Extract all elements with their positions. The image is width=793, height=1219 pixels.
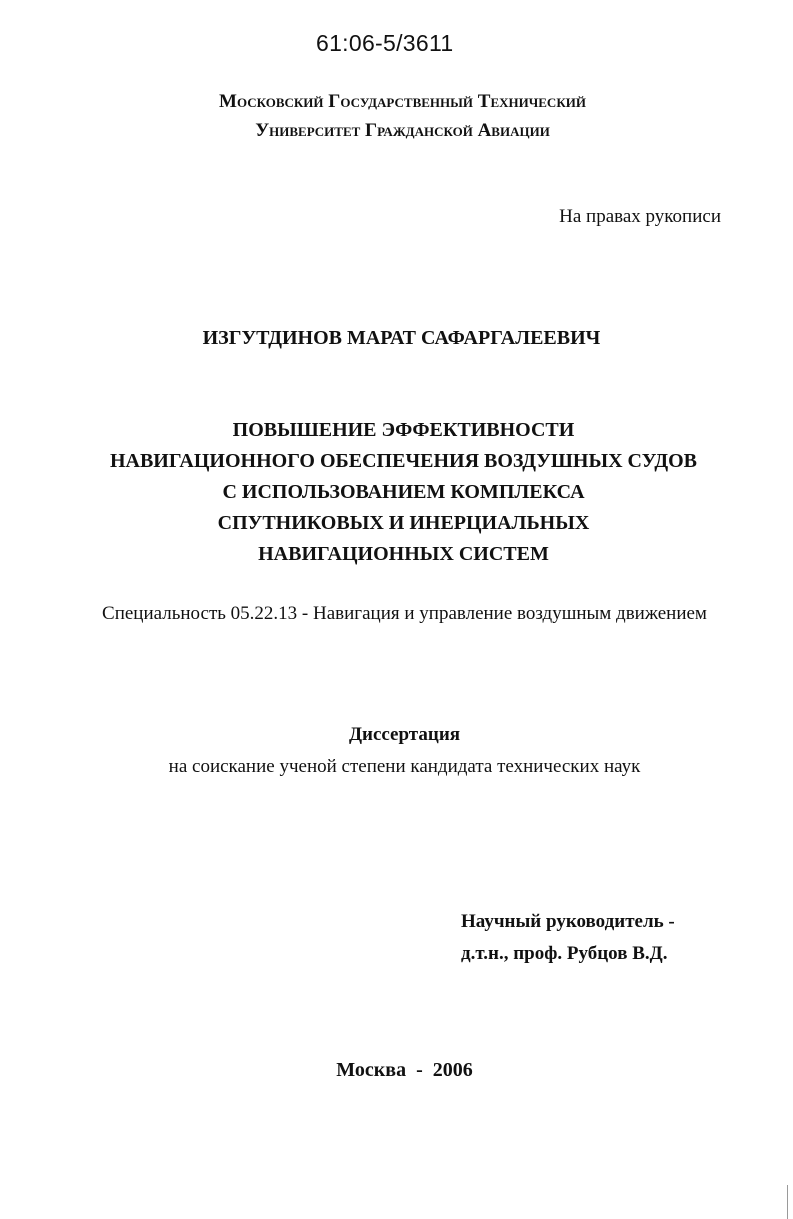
title-line-5: НАВИГАЦИОННЫХ СИСТЕМ (258, 543, 549, 565)
title-line-1: ПОВЫШЕНИЕ ЭФФЕКТИВНОСТИ (232, 419, 575, 441)
dissertation-title (7, 415, 793, 570)
supervisor-name: д.т.н., проф. Рубцов В.Д. (461, 943, 668, 964)
work-type: Диссертация (348, 724, 461, 745)
document-code: 61:06-5/3611 (316, 30, 454, 56)
rights-note: На правах рукописи (559, 206, 721, 227)
supervisor-block (461, 906, 675, 970)
scan-edge-line (787, 1185, 788, 1219)
author-name: ИЗГУТДИНОВ МАРАТ САФАРГАЛЕЕВИЧ (202, 327, 601, 349)
title-line-2: НАВИГАЦИОННОГО ОБЕСПЕЧЕНИЯ ВОЗДУШНЫХ СУДОВ (109, 450, 698, 472)
institution-name (6, 87, 793, 145)
title-line-3: С ИСПОЛЬЗОВАНИЕМ КОМПЛЕКСА (222, 481, 585, 503)
city-year: Москва - 2006 (336, 1059, 473, 1081)
institution-line-2: Университет Гражданской Авиации (255, 120, 550, 141)
title-line-4: СПУТНИКОВЫХ И ИНЕРЦИАЛЬНЫХ (217, 512, 590, 534)
institution-line-1: Московский Государственный Технический (219, 91, 586, 112)
work-purpose: на соискание ученой степени кандидата технических наук (168, 756, 641, 777)
supervisor-role: Научный руководитель - (461, 911, 675, 932)
specialty: Специальность 05.22.13 - Навигация и управление воздушным движением (102, 603, 707, 624)
